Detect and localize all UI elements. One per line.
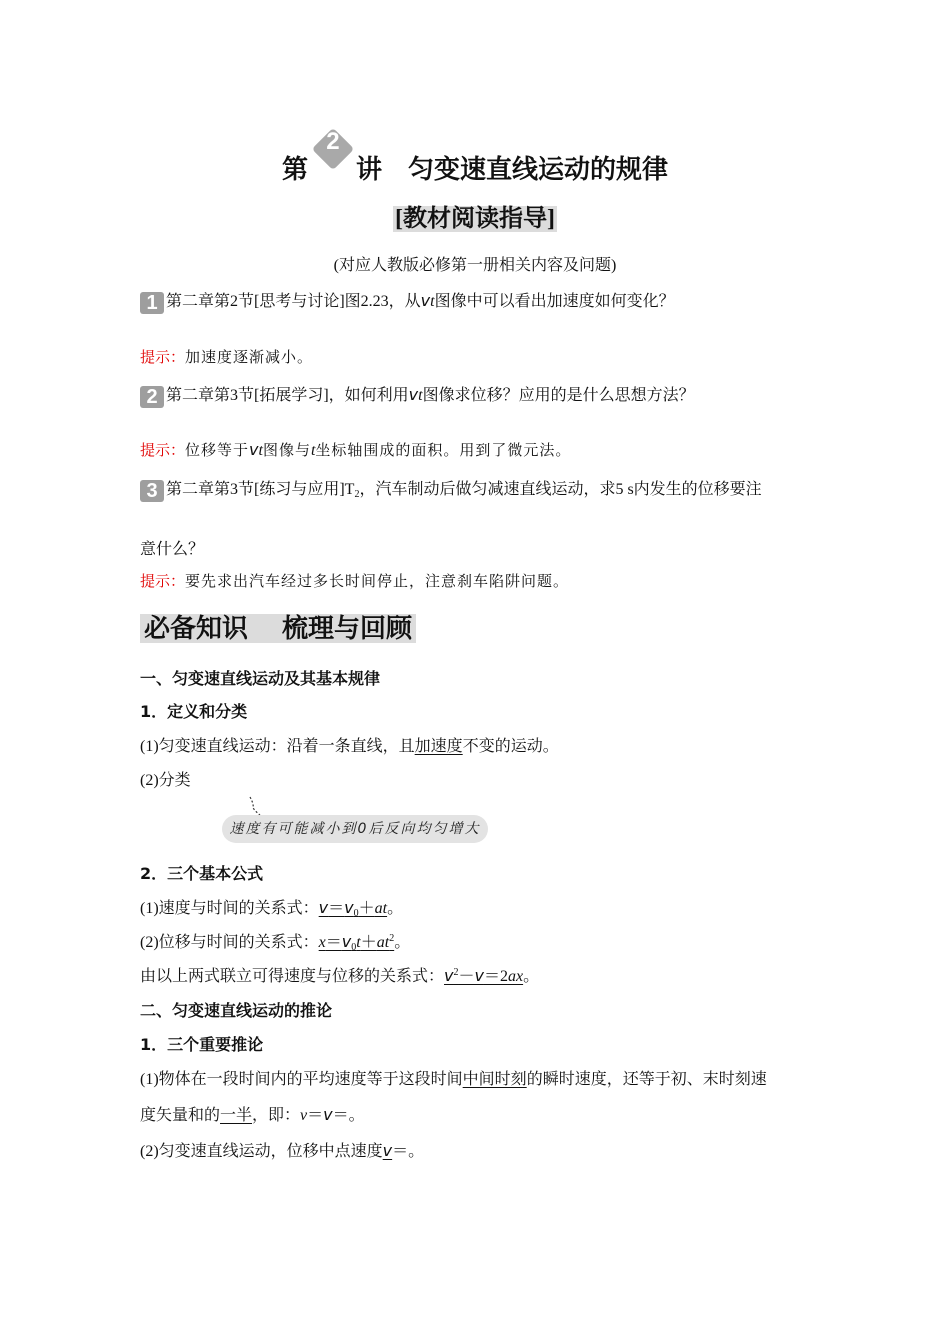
section-subtitle: [教材阅读指导]: [395, 206, 555, 232]
question-number-badge: 2: [140, 386, 164, 408]
hint-3: 提示：要先求出汽车经过多长时间停止，注意刹车陷阱问题。: [140, 572, 570, 590]
hint-2: 提示：位移等于vt图像与t坐标轴围成的面积。用到了微元法。: [140, 440, 572, 459]
title-text: 匀变速直线运动的规律: [408, 155, 669, 184]
part-1-heading: 一、匀变速直线运动及其基本规律: [140, 669, 381, 688]
part-2-paragraph-2: (2)匀变速直线运动，位移中点速度v＝。: [140, 1141, 425, 1160]
title-prefix: 第: [281, 155, 308, 184]
section-banner: 必备知识 梳理与回顾: [140, 608, 416, 645]
part-1-subheading-2: 2．三个基本公式: [140, 864, 264, 883]
formula-displacement-time: (2)位移与时间的关系式：$x=v_0t+at^2$。: [140, 932, 411, 953]
hint-label: 提示：: [140, 441, 186, 459]
lesson-title: [0, 128, 950, 186]
question-number-badge: 3: [140, 480, 164, 502]
question-3-line-2: 意什么？: [140, 541, 205, 558]
formula-velocity-displacement: 由以上两式联立可得速度与位移的关系式：$v^2-v=2ax$。: [140, 966, 540, 985]
question-1: 1 第二章第2节[思考与讨论]图2.23，从vt图像中可以看出加速度如何变化？: [140, 288, 675, 314]
question-number-badge: 1: [140, 292, 164, 314]
part-1-paragraph-2: (2)分类: [140, 772, 191, 789]
source-note: (对应人教版必修第一册相关内容及问题): [333, 257, 617, 274]
part-2-paragraph-1-line-2: 度矢量和的一半，即：v＝v＝。: [140, 1105, 365, 1124]
hint-1: 提示：加速度逐渐减小。: [140, 348, 314, 366]
hint-label: 提示：: [140, 348, 186, 366]
title-mid: 讲: [355, 155, 382, 184]
part-2-subheading-1: 1．三个重要推论: [140, 1035, 264, 1054]
classification-callout: 速度有可能减小到0后反向均匀增大: [222, 815, 488, 843]
lesson-number: 2: [326, 128, 340, 155]
callout-pointer: [248, 796, 262, 816]
part-1-subheading-1: 1．定义和分类: [140, 702, 248, 721]
question-3: 3 第二章第3节[练习与应用]$T_2$，汽车制动后做匀减速直线运动，求5 s内发生的位移要注: [140, 476, 762, 502]
part-2-paragraph-1: (1)物体在一段时间内的平均速度等于这段时间中间时刻的瞬时速度，还等于初、末时刻速: [140, 1071, 767, 1088]
hint-label: 提示：: [140, 572, 186, 590]
formula-velocity-time: (1)速度与时间的关系式：$v=v_0+at$。: [140, 898, 404, 919]
part-1-paragraph-1: (1)匀变速直线运动：沿着一条直线，且加速度不变的运动。: [140, 738, 559, 755]
question-2: 2 第二章第3节[拓展学习]，如何利用vt图像求位移？应用的是什么思想方法？: [140, 382, 695, 408]
part-2-heading: 二、匀变速直线运动的推论: [140, 1001, 333, 1020]
lesson-number-badge: [310, 128, 354, 184]
